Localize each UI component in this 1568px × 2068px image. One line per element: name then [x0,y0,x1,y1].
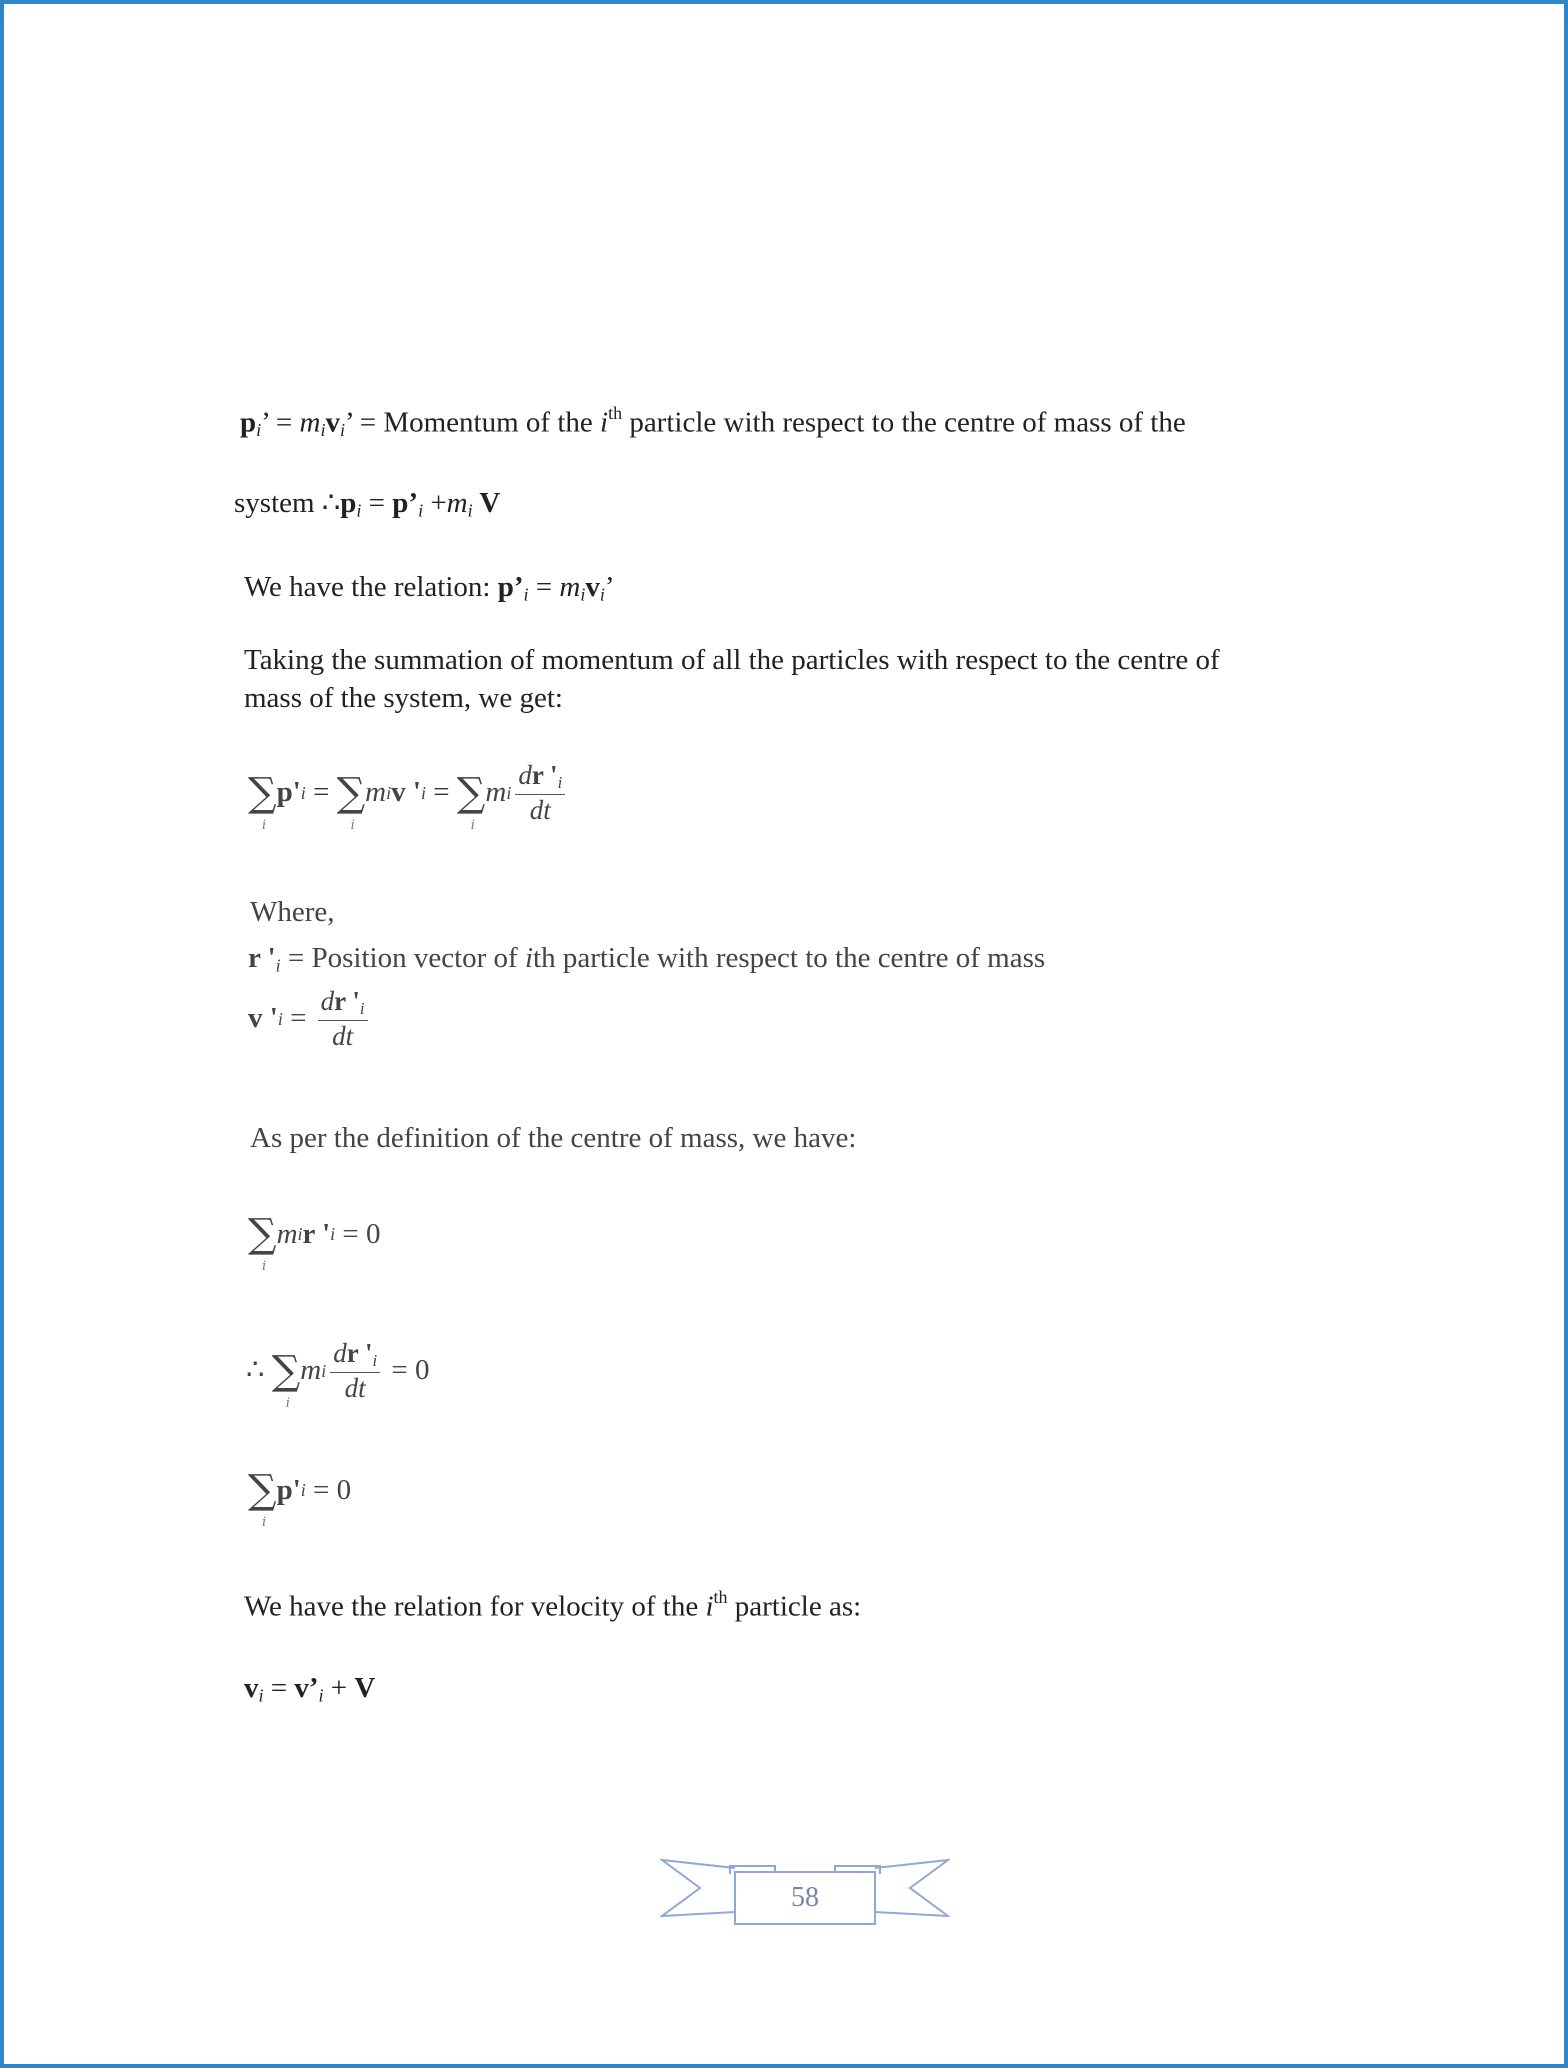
index-i: i [262,1515,267,1530]
relation-line [244,573,615,603]
symbol-m: m [300,1354,322,1387]
symbol-i: i [600,406,609,439]
symbol-m: m [446,487,468,519]
symbol-i: i [524,942,534,974]
summation-equation [248,760,569,833]
symbol-dt: dt [344,1372,366,1403]
subscript-i: i [418,500,424,521]
plus: + [423,487,447,519]
numerator [318,988,368,1021]
momentum-definition-line [240,404,1186,439]
sigma: ∑ [271,1347,301,1394]
symbol-dt: dt [332,1020,354,1051]
symbol-p: p [340,487,357,519]
symbol-v-prime: v ' [248,1002,278,1035]
subscript-i: i [359,999,365,1019]
numerator [515,762,565,795]
position-vector-definition [248,944,1045,974]
symbol-m: m [276,1217,298,1250]
where-label: Where, [250,896,335,928]
subscript-i: i [258,1685,264,1706]
sum-m-dr-dt-equation [246,1338,430,1411]
sum-mr-equation [248,1211,381,1274]
index-i: i [262,817,267,833]
symbol-p: p [240,406,257,439]
subscript-i: i [372,1351,378,1371]
sigma: ∑ [456,769,486,816]
equals-zero: = 0 [384,1354,430,1387]
text: system [234,487,322,519]
symbol-m: m [485,776,507,809]
subscript-i: i [339,420,345,441]
symbol-dt: dt [529,794,551,825]
equals: = [282,1002,314,1035]
symbol-r-prime: r ' [334,986,360,1016]
symbol-d: d [333,1338,347,1368]
text: = Momentum of the [352,406,601,439]
sigma: ∑ [248,1211,277,1257]
prime: ’ [344,406,353,439]
symbol-p-prime: p' [276,1473,301,1506]
centre-of-mass-definition-text: As per the definition of the centre of mass, we have: [250,1122,857,1154]
superscript-th: th [608,403,623,423]
subscript-i: i [330,1224,336,1244]
symbol-v: v [585,571,600,603]
symbol-v: v [244,1672,259,1704]
text: We have the relation: [244,571,498,603]
sigma-symbol [271,1347,301,1411]
momentum-relation-line [234,489,500,519]
velocity-equation [244,1674,375,1704]
equals: = [305,776,337,809]
sigma-symbol [248,1467,277,1530]
symbol-V: V [354,1672,376,1704]
symbol-r-prime: r ' [302,1217,331,1250]
symbol-m: m [299,406,321,439]
subscript-i: i [320,420,326,441]
symbol-r-prime: r ' [531,760,558,790]
denominator [345,1373,366,1402]
subscript-i: i [506,782,512,803]
text: particle with respect to the centre of mass of the [622,406,1186,439]
subscript-i: i [420,782,426,803]
page-number: 58 [791,1882,819,1913]
sigma: ∑ [248,769,277,816]
equals-zero: = 0 [305,1473,352,1506]
symbol-p-prime: p’ [392,487,419,519]
symbol-d: d [320,986,335,1016]
sigma: ∑ [248,1467,277,1513]
symbol-v: v [325,406,340,439]
text: = Position vector of [280,942,525,974]
symbol-p-prime: p' [276,776,301,809]
subscript-i: i [523,584,529,605]
index-i: i [262,1259,267,1274]
subscript-i: i [386,782,392,803]
symbol-v-prime: v’ [294,1672,319,1704]
therefore-symbol: ∴ [321,487,341,519]
subscript-i: i [356,500,362,521]
prime: ’ [604,571,615,603]
fraction-dr-dt [515,762,565,824]
symbol-d: d [518,760,532,790]
symbol-r-prime: r ' [346,1338,373,1368]
subscript-i: i [599,584,605,605]
denominator [332,1021,353,1050]
prime: ’ [261,406,269,439]
text: particle as: [727,1590,862,1623]
symbol-v-prime: v ' [391,776,421,809]
therefore-symbol: ∴ [246,1354,272,1387]
equals: = [425,776,457,809]
sigma-symbol [248,1211,277,1274]
subscript-i: i [277,1008,283,1029]
denominator [530,795,551,824]
fraction-dr-dt [330,1340,380,1402]
symbol-r-prime: r ' [248,942,276,974]
subscript-i: i [300,782,306,803]
index-i: i [285,1395,290,1411]
equals: = [528,571,560,603]
fraction-dr-dt [318,988,368,1050]
equals-zero: = 0 [335,1217,381,1250]
superscript-th: th [713,1587,728,1607]
index-i: i [470,817,475,833]
text: We have the relation for velocity of the [244,1590,706,1623]
sum-p-prime-zero-equation [248,1467,352,1530]
summation-paragraph-line-2: mass of the system, we get: [244,682,563,714]
symbol-m: m [559,571,581,603]
velocity-definition [248,988,372,1050]
subscript-i: i [318,1685,324,1706]
velocity-relation-text [244,1588,861,1622]
text: th particle with respect to the centre of mass [533,942,1046,974]
subscript-i: i [275,955,281,976]
subscript-i: i [557,773,563,793]
subscript-i: i [256,420,262,441]
symbol-i: i [705,1590,714,1623]
equals: = [361,487,393,519]
symbol-p-prime: p’ [497,571,524,603]
plus: + [323,1672,355,1704]
subscript-i: i [580,584,586,605]
index-i: i [350,817,355,833]
sigma-symbol [456,769,486,833]
symbol-m: m [365,776,387,809]
equals: = [268,406,300,439]
sigma-symbol [336,769,366,833]
summation-paragraph-line-1: Taking the summation of momentum of all the particles with respect to the centre of [244,644,1220,676]
subscript-i: i [300,1480,306,1500]
sigma-symbol [248,769,277,833]
numerator [330,1340,380,1373]
subscript-i: i [467,500,473,521]
equals: = [263,1672,295,1704]
symbol-V: V [472,487,501,519]
subscript-i: i [297,1224,303,1244]
subscript-i: i [321,1360,327,1381]
page-number-banner [660,1850,950,1930]
sigma: ∑ [336,769,366,816]
